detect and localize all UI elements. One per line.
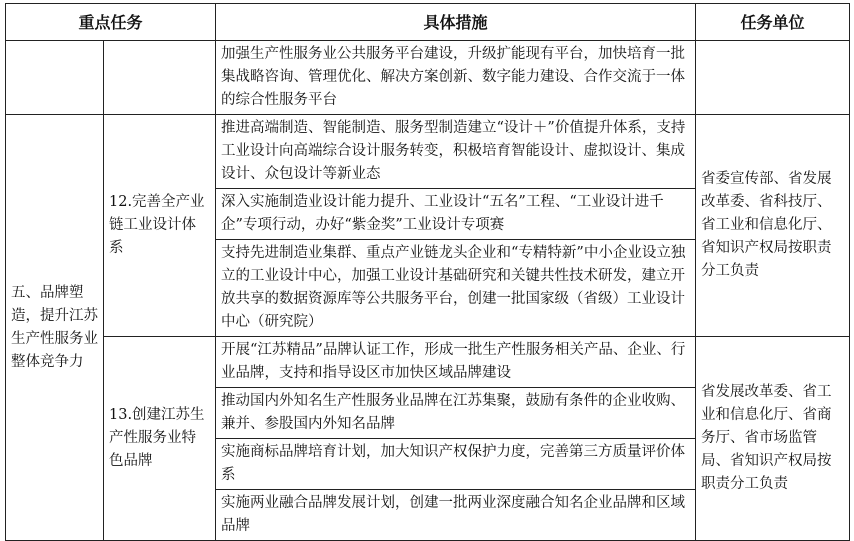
header-key-task: 重点任务 (6, 4, 216, 41)
section-title: 五、品牌塑造，提升江苏生产性服务业整体竞争力 (6, 115, 104, 541)
policy-table (5, 3, 850, 541)
subtask-name: 13.创建江苏生产性服务业特色品牌 (104, 337, 216, 541)
unit-cell: 省发展改革委、省工业和信息化厅、省商务厅、省市场监管局、省知识产权局按职责分工负责 (696, 337, 850, 541)
table-row (6, 115, 850, 189)
measure-cell: 支持先进制造业集群、重点产业链龙头企业和“专精特新”中小企业设立独立的工业设计中心，加强工业设计基础研究和关键共性技术研发，建立开放共享的数据资源库等公共服务平台，创建一批国家级（省级）工业设计中心（研究院） (216, 240, 696, 337)
header-row (6, 4, 850, 41)
table-row (6, 337, 850, 388)
header-measures: 具体措施 (216, 4, 696, 41)
subtask-name: 12.完善全产业链工业设计体系 (104, 115, 216, 337)
measure-cell: 推动国内外知名生产性服务业品牌在江苏集聚，鼓励有条件的企业收购、兼并、参股国内外知名品牌 (216, 388, 696, 439)
table-row (6, 41, 850, 115)
measure-cell: 推进高端制造、智能制造、服务型制造建立“设计＋”价值提升体系，支持工业设计向高端综合设计服务转变，积极培育智能设计、虚拟设计、集成设计、众包设计等新业态 (216, 115, 696, 189)
empty-cell (104, 41, 216, 115)
empty-cell (6, 41, 104, 115)
empty-cell (696, 41, 850, 115)
unit-cell: 省委宣传部、省发展改革委、省科技厅、省工业和信息化厅、省知识产权局按职责分工负责 (696, 115, 850, 337)
measure-cell: 实施两业融合品牌发展计划，创建一批两业深度融合知名企业品牌和区域品牌 (216, 490, 696, 541)
measure-cell: 开展“江苏精品”品牌认证工作，形成一批生产性服务相关产品、企业、行业品牌，支持和指导设区市加快区域品牌建设 (216, 337, 696, 388)
measure-cell: 深入实施制造业设计能力提升、工业设计“五名”工程、“工业设计进千企”专项行动，办好“紫金奖”工业设计专项赛 (216, 189, 696, 240)
measure-cell: 加强生产性服务业公共服务平台建设，升级扩能现有平台，加快培育一批集战略咨询、管理优化、解决方案创新、数字能力建设、合作交流于一体的综合性服务平台 (216, 41, 696, 115)
header-unit: 任务单位 (696, 4, 850, 41)
measure-cell: 实施商标品牌培育计划，加大知识产权保护力度，完善第三方质量评价体系 (216, 439, 696, 490)
